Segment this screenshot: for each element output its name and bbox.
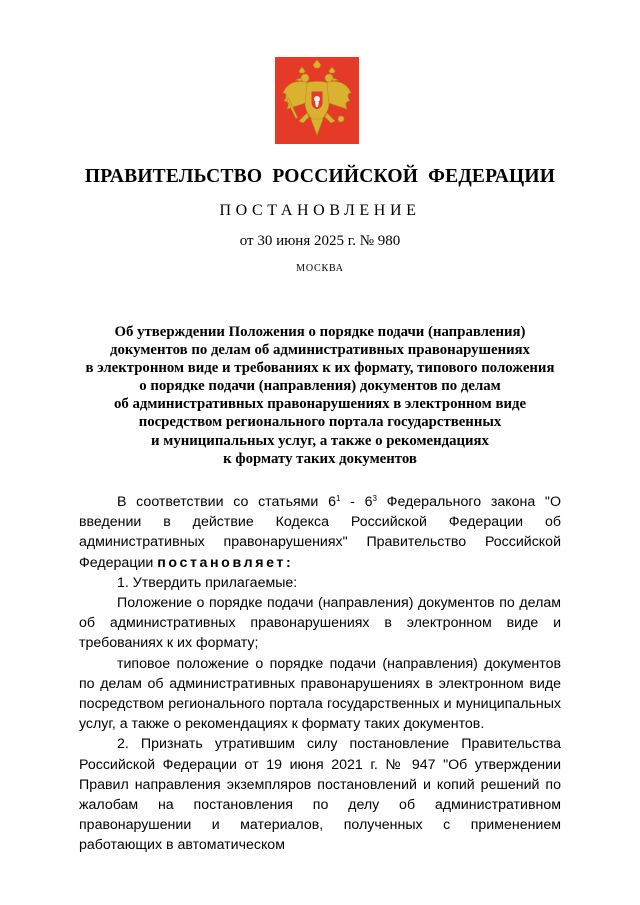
decree-colon: :	[285, 554, 291, 571]
title-line: и муниципальных услуг, а также о рекомендациях	[151, 432, 489, 449]
superscript: 1	[335, 494, 341, 503]
document-title	[60, 323, 580, 468]
government-name: ПРАВИТЕЛЬСТВО РОССИЙСКОЙ ФЕДЕРАЦИИ	[84, 166, 556, 187]
document-body	[79, 492, 561, 856]
paragraph-typical-regulation: типовое положение о порядке подачи (направления) документов по делам об административных правонарушениях в электронном виде посредством регионального портала государственных и муниципальных услуг, а также о рекомендациях к формату таких документов.	[79, 655, 561, 733]
preamble-text-start: В соответствии со статьями 6	[117, 494, 336, 510]
superscript: 3	[372, 494, 377, 503]
title-line: о порядке подачи (направления) документов по делам	[139, 378, 501, 395]
preamble-text-end: Федерального закона "О введении в действие Кодекса Российской Федерации об административных правонарушениях" Правительство Российской Федерации	[79, 494, 561, 571]
preamble-text-middle: - 6	[340, 494, 373, 510]
title-line: к формату таких документов	[223, 450, 417, 467]
document-date-number: от 30 июня 2025 г. № 980	[239, 233, 401, 249]
paragraph-approved-regulation: Положение о порядке подачи (направления) документов по делам об административных правонарушениях в электронном виде и требованиях к их формату;	[79, 595, 561, 652]
document-city: МОСКВА	[296, 263, 344, 274]
paragraph-preamble	[79, 492, 561, 573]
document-type: ПОСТАНОВЛЕНИЕ	[219, 202, 421, 219]
title-line: в электронном виде и требованиях к их формату, типового положения	[85, 360, 555, 377]
paragraph-item-2: 2. Признать утратившим силу постановление Правительства Российской Федерации от 19 июня 2021 г. № 947 "Об утверждении Правил направления экземпляров постановлений и копий решений по жалобам на постановления по делу об административном правонарушении и материалов, полученных с применением работающих в автоматическом	[79, 736, 561, 854]
title-line: посредством регионального портала государственных	[138, 414, 502, 431]
decree-word: постановляет	[157, 554, 286, 571]
coat-of-arms-icon	[275, 57, 359, 144]
double-headed-eagle-icon	[275, 57, 359, 144]
title-line: об административных правонарушениях в электронном виде	[113, 396, 527, 413]
title-line: Об утверждении Положения о порядке подачи (направления)	[114, 324, 526, 340]
paragraph-item-1: 1. Утвердить прилагаемые:	[117, 574, 298, 591]
title-line: документов по делам об административных правонарушениях	[109, 342, 531, 359]
